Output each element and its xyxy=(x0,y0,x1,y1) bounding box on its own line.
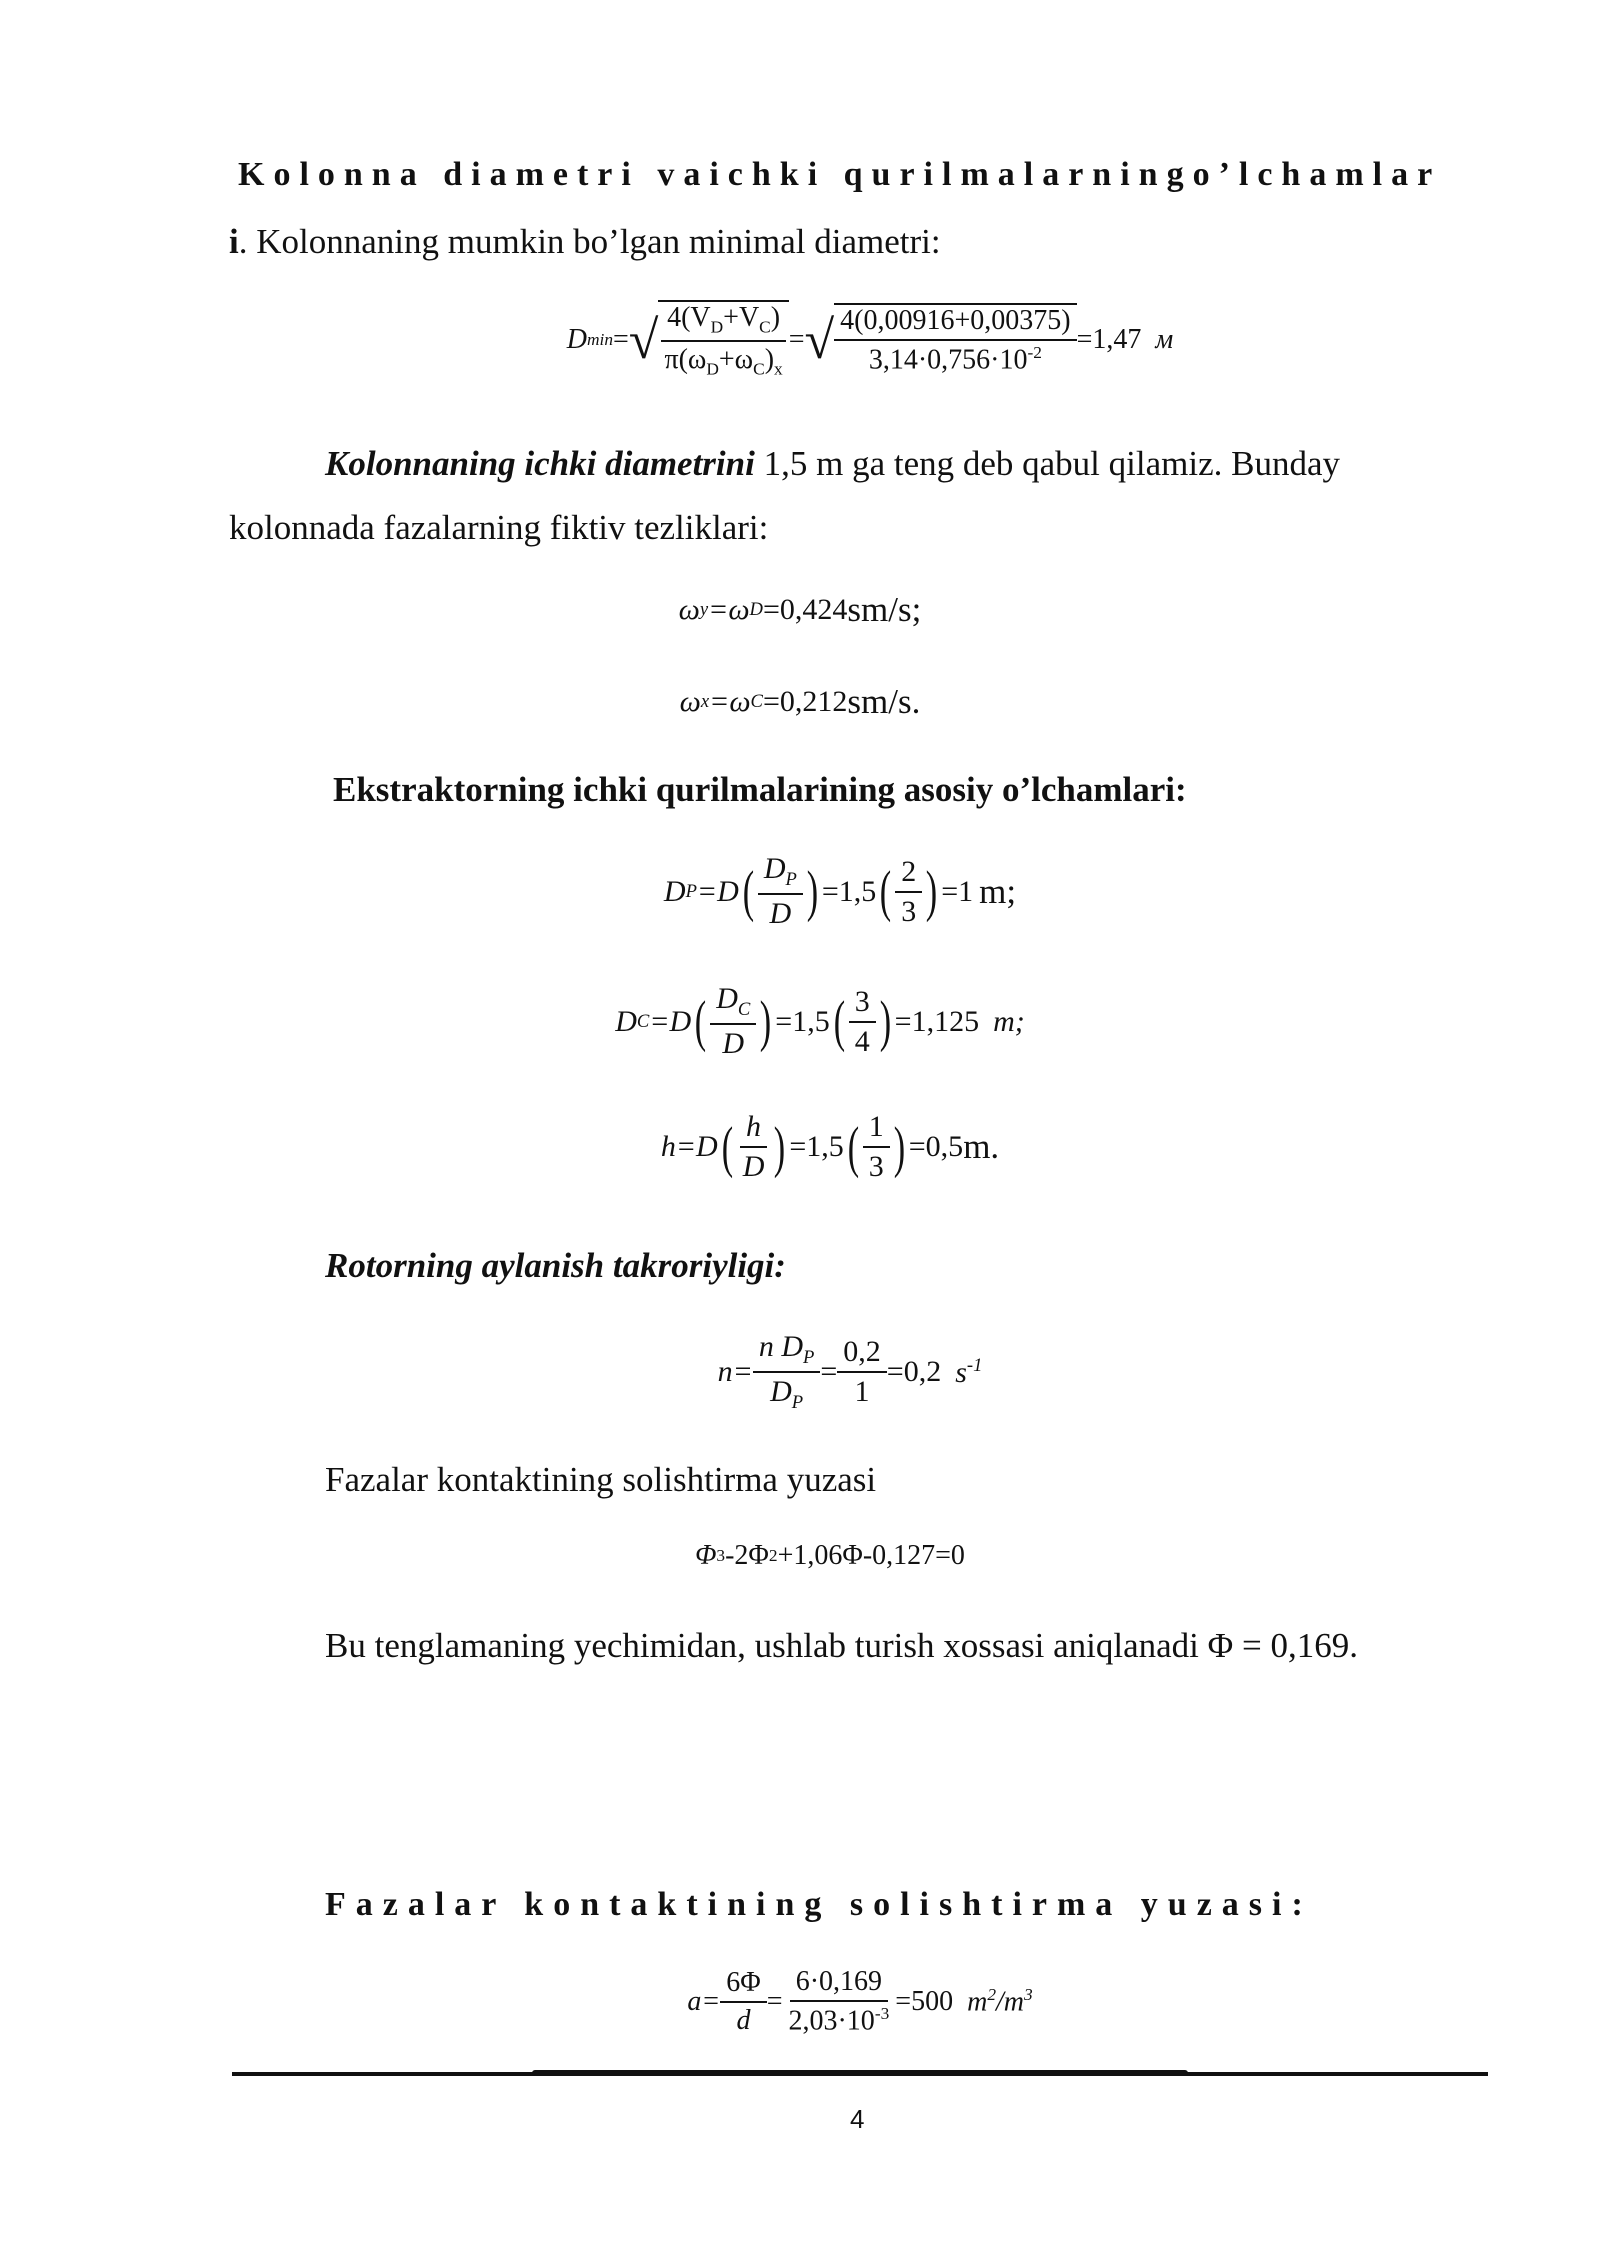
ratio-den: D xyxy=(742,1150,765,1183)
omega-symbol: ω xyxy=(678,593,700,626)
right-paren: ) xyxy=(893,1115,905,1179)
n-num: n D xyxy=(758,1330,804,1363)
h-ratio xyxy=(737,1110,771,1184)
n-den-sub: P xyxy=(791,1392,804,1413)
dp-unit: m; xyxy=(979,871,1017,911)
dp-result: =1 xyxy=(941,874,974,908)
h-equals: =D xyxy=(675,1130,718,1163)
equation-phi xyxy=(600,1540,1060,1572)
subsection-heading: Ekstraktorning ichki qurilmalarining asosiy o’lchamlari: xyxy=(333,770,1187,809)
numeric-numerator: 4(0,00916+0,00375) xyxy=(834,305,1076,341)
paragraph-1-line1 xyxy=(325,446,1485,481)
frac-den: 3 xyxy=(868,1150,884,1183)
footer-rule xyxy=(232,2072,1488,2076)
dc-unit: m; xyxy=(993,1004,1025,1038)
n-numeric-fraction xyxy=(837,1335,887,1409)
left-paren: ( xyxy=(742,860,755,923)
dmin-subscript: min xyxy=(586,329,613,349)
equation-a xyxy=(560,1966,1160,2037)
h-result: =0,5 xyxy=(908,1130,964,1163)
dc-fraction xyxy=(849,985,876,1059)
phi-term2: -2Φ xyxy=(725,1540,769,1571)
section-heading: Kolonna diametri vaichki qurilmalarningo’lchamlar xyxy=(238,156,1442,193)
equation-omega-x xyxy=(600,682,1000,722)
equation-dc xyxy=(520,982,1120,1061)
paragraph-2: Fazalar kontaktining solishtirma yuzasi xyxy=(325,1460,877,1499)
fraction-symbolic xyxy=(658,300,788,379)
num-close: ) xyxy=(770,302,781,333)
h-fraction xyxy=(863,1110,890,1184)
right-paren: ) xyxy=(879,990,891,1053)
dp-symbol: D xyxy=(663,874,686,908)
equation-dp xyxy=(560,852,1120,931)
omega-value: =0,424 xyxy=(762,593,848,626)
n-unit-exp: -1 xyxy=(966,1354,983,1376)
dc-equals: =D xyxy=(649,1004,692,1038)
frac-num: 1 xyxy=(863,1110,890,1148)
frac-num: 2 xyxy=(895,855,922,893)
a-numeric-fraction xyxy=(782,1966,895,2037)
dp-ratio xyxy=(758,852,803,931)
omega-mid: =ω xyxy=(709,685,751,718)
dmin-result: =1,47 xyxy=(1076,323,1142,355)
den-close: ) xyxy=(764,343,775,375)
dc-result: =1,125 xyxy=(894,1004,980,1038)
equals-sign: = xyxy=(820,1355,838,1388)
sub-x: x xyxy=(774,359,783,379)
a-num: 6Φ xyxy=(720,1967,766,2003)
n-unit xyxy=(955,1355,982,1390)
left-paren: ( xyxy=(880,860,892,923)
ratio-num: D xyxy=(763,852,786,885)
sub-d: D xyxy=(749,599,763,620)
paragraph-1-line2: kolonnada fazalarning fiktiv tezliklari: xyxy=(229,508,769,547)
unit-m: m xyxy=(967,1986,988,2018)
n-den: D xyxy=(770,1375,792,1408)
frac-den: 3 xyxy=(901,894,917,928)
emphasized-phrase: Kolonnaning ichki diametrini xyxy=(325,444,755,483)
ratio-num: h xyxy=(740,1110,767,1148)
right-paren: ) xyxy=(806,860,819,923)
phi-exp2: 2 xyxy=(768,1546,778,1565)
paragraph-text: 1,5 m ga teng deb qabul qilamiz. Bunday xyxy=(754,444,1340,483)
frac-num: 3 xyxy=(849,985,876,1023)
frac-den: 4 xyxy=(854,1024,870,1058)
page-number: 4 xyxy=(850,2104,865,2134)
sub-x: x xyxy=(700,691,710,712)
left-paren: ( xyxy=(695,990,707,1053)
fraction-numeric xyxy=(834,303,1076,376)
dc-value: =1,5 xyxy=(775,1004,830,1038)
sqrt-sign-2: √ xyxy=(804,309,835,370)
phi-term3: +1,06Φ-0,127=0 xyxy=(777,1540,965,1571)
intro-sentence: . Kolonnaning mumkin bo’lgan minimal diametri: xyxy=(238,222,941,261)
n-symbolic-fraction xyxy=(753,1330,821,1414)
a-unit xyxy=(967,1985,1033,2018)
right-paren: ) xyxy=(760,990,772,1053)
omega-mid: =ω xyxy=(708,593,750,626)
dmin-symbol: D xyxy=(566,323,587,355)
equals-sign: = xyxy=(766,1985,783,2017)
numeric-denominator: 3,14·0,756·10 xyxy=(868,344,1028,376)
dc-ratio xyxy=(710,982,756,1061)
unit2-exp: 3 xyxy=(1024,1985,1033,2004)
left-paren: ( xyxy=(721,1115,733,1179)
paragraph-3: Bu tenglamaning yechimidan, ushlab turish xossasi aniqlanadi Φ = 0,169. xyxy=(325,1626,1358,1665)
sqrt-sign: √ xyxy=(628,309,659,370)
exponent: -2 xyxy=(1027,342,1042,362)
a-den2: 2,03·10 xyxy=(788,2005,875,2037)
n-lhs: n= xyxy=(717,1355,753,1388)
dmin-unit: м xyxy=(1155,323,1174,355)
left-paren: ( xyxy=(833,990,845,1053)
ratio-num: D xyxy=(716,982,738,1015)
heading-continuation xyxy=(229,224,941,259)
ratio-sub: P xyxy=(785,869,797,890)
sub-y: y xyxy=(699,599,709,620)
heading-tail: i xyxy=(229,222,239,261)
omega-symbol: ω xyxy=(679,685,701,718)
a-lhs: a= xyxy=(687,1985,721,2017)
contact-area-heading: Fazalar kontaktining solishtirma yuzasi: xyxy=(325,1886,1313,1923)
equation-h xyxy=(560,1110,1100,1184)
den-plus: +ω xyxy=(718,343,754,375)
sub-d: D xyxy=(710,317,724,337)
ratio-sub: C xyxy=(737,999,751,1020)
n-num2: 0,2 xyxy=(837,1335,887,1373)
h-value: =1,5 xyxy=(789,1130,844,1163)
equation-omega-y xyxy=(600,590,1000,630)
n-den2: 1 xyxy=(854,1375,870,1408)
n-result: =0,2 xyxy=(886,1355,942,1388)
equation-dmin xyxy=(490,300,1250,379)
phi-exp1: 3 xyxy=(716,1546,726,1565)
h-symbol: h xyxy=(660,1130,676,1163)
dp-subscript: P xyxy=(685,880,697,902)
dc-symbol: D xyxy=(615,1004,637,1038)
equals-sign-2: = xyxy=(788,323,805,355)
phi-term1: Φ xyxy=(695,1540,717,1571)
dp-value: =1,5 xyxy=(821,874,877,908)
dc-subscript: C xyxy=(636,1010,650,1032)
a-den: d xyxy=(736,2004,751,2036)
omega-unit: sm/s. xyxy=(847,682,921,721)
ratio-den: D xyxy=(722,1027,745,1060)
right-paren: ) xyxy=(774,1115,786,1179)
ratio-den: D xyxy=(769,897,792,930)
omega-value: =0,212 xyxy=(762,685,848,718)
dp-fraction xyxy=(895,855,922,929)
omega-unit: sm/s; xyxy=(847,590,922,629)
h-unit: m. xyxy=(963,1127,1000,1166)
a-num2: 6·0,169 xyxy=(790,1966,888,2002)
den-part: π(ω xyxy=(664,343,707,375)
equation-n xyxy=(600,1330,1100,1414)
num-plus: +V xyxy=(723,302,760,333)
left-paren: ( xyxy=(847,1115,859,1179)
dp-equals: =D xyxy=(696,874,739,908)
a-den-exp: -3 xyxy=(874,2004,890,2023)
unit-exp: 2 xyxy=(987,1985,996,2004)
sub-c: C xyxy=(750,691,763,712)
equals-sign: = xyxy=(613,323,629,355)
num-part: 4(V xyxy=(667,302,711,333)
a-symbolic-fraction xyxy=(720,1967,766,2037)
right-paren: ) xyxy=(926,860,938,923)
a-result: =500 xyxy=(895,1985,954,2017)
unit-per-m: /m xyxy=(996,1986,1024,2018)
sub-d2: D xyxy=(706,359,719,379)
n-num-sub: P xyxy=(803,1347,815,1368)
n-unit-base: s xyxy=(955,1355,967,1389)
sub-c2: C xyxy=(753,359,765,379)
rotor-heading: Rotorning aylanish takroriyligi: xyxy=(325,1246,786,1285)
sub-c: C xyxy=(759,317,771,337)
